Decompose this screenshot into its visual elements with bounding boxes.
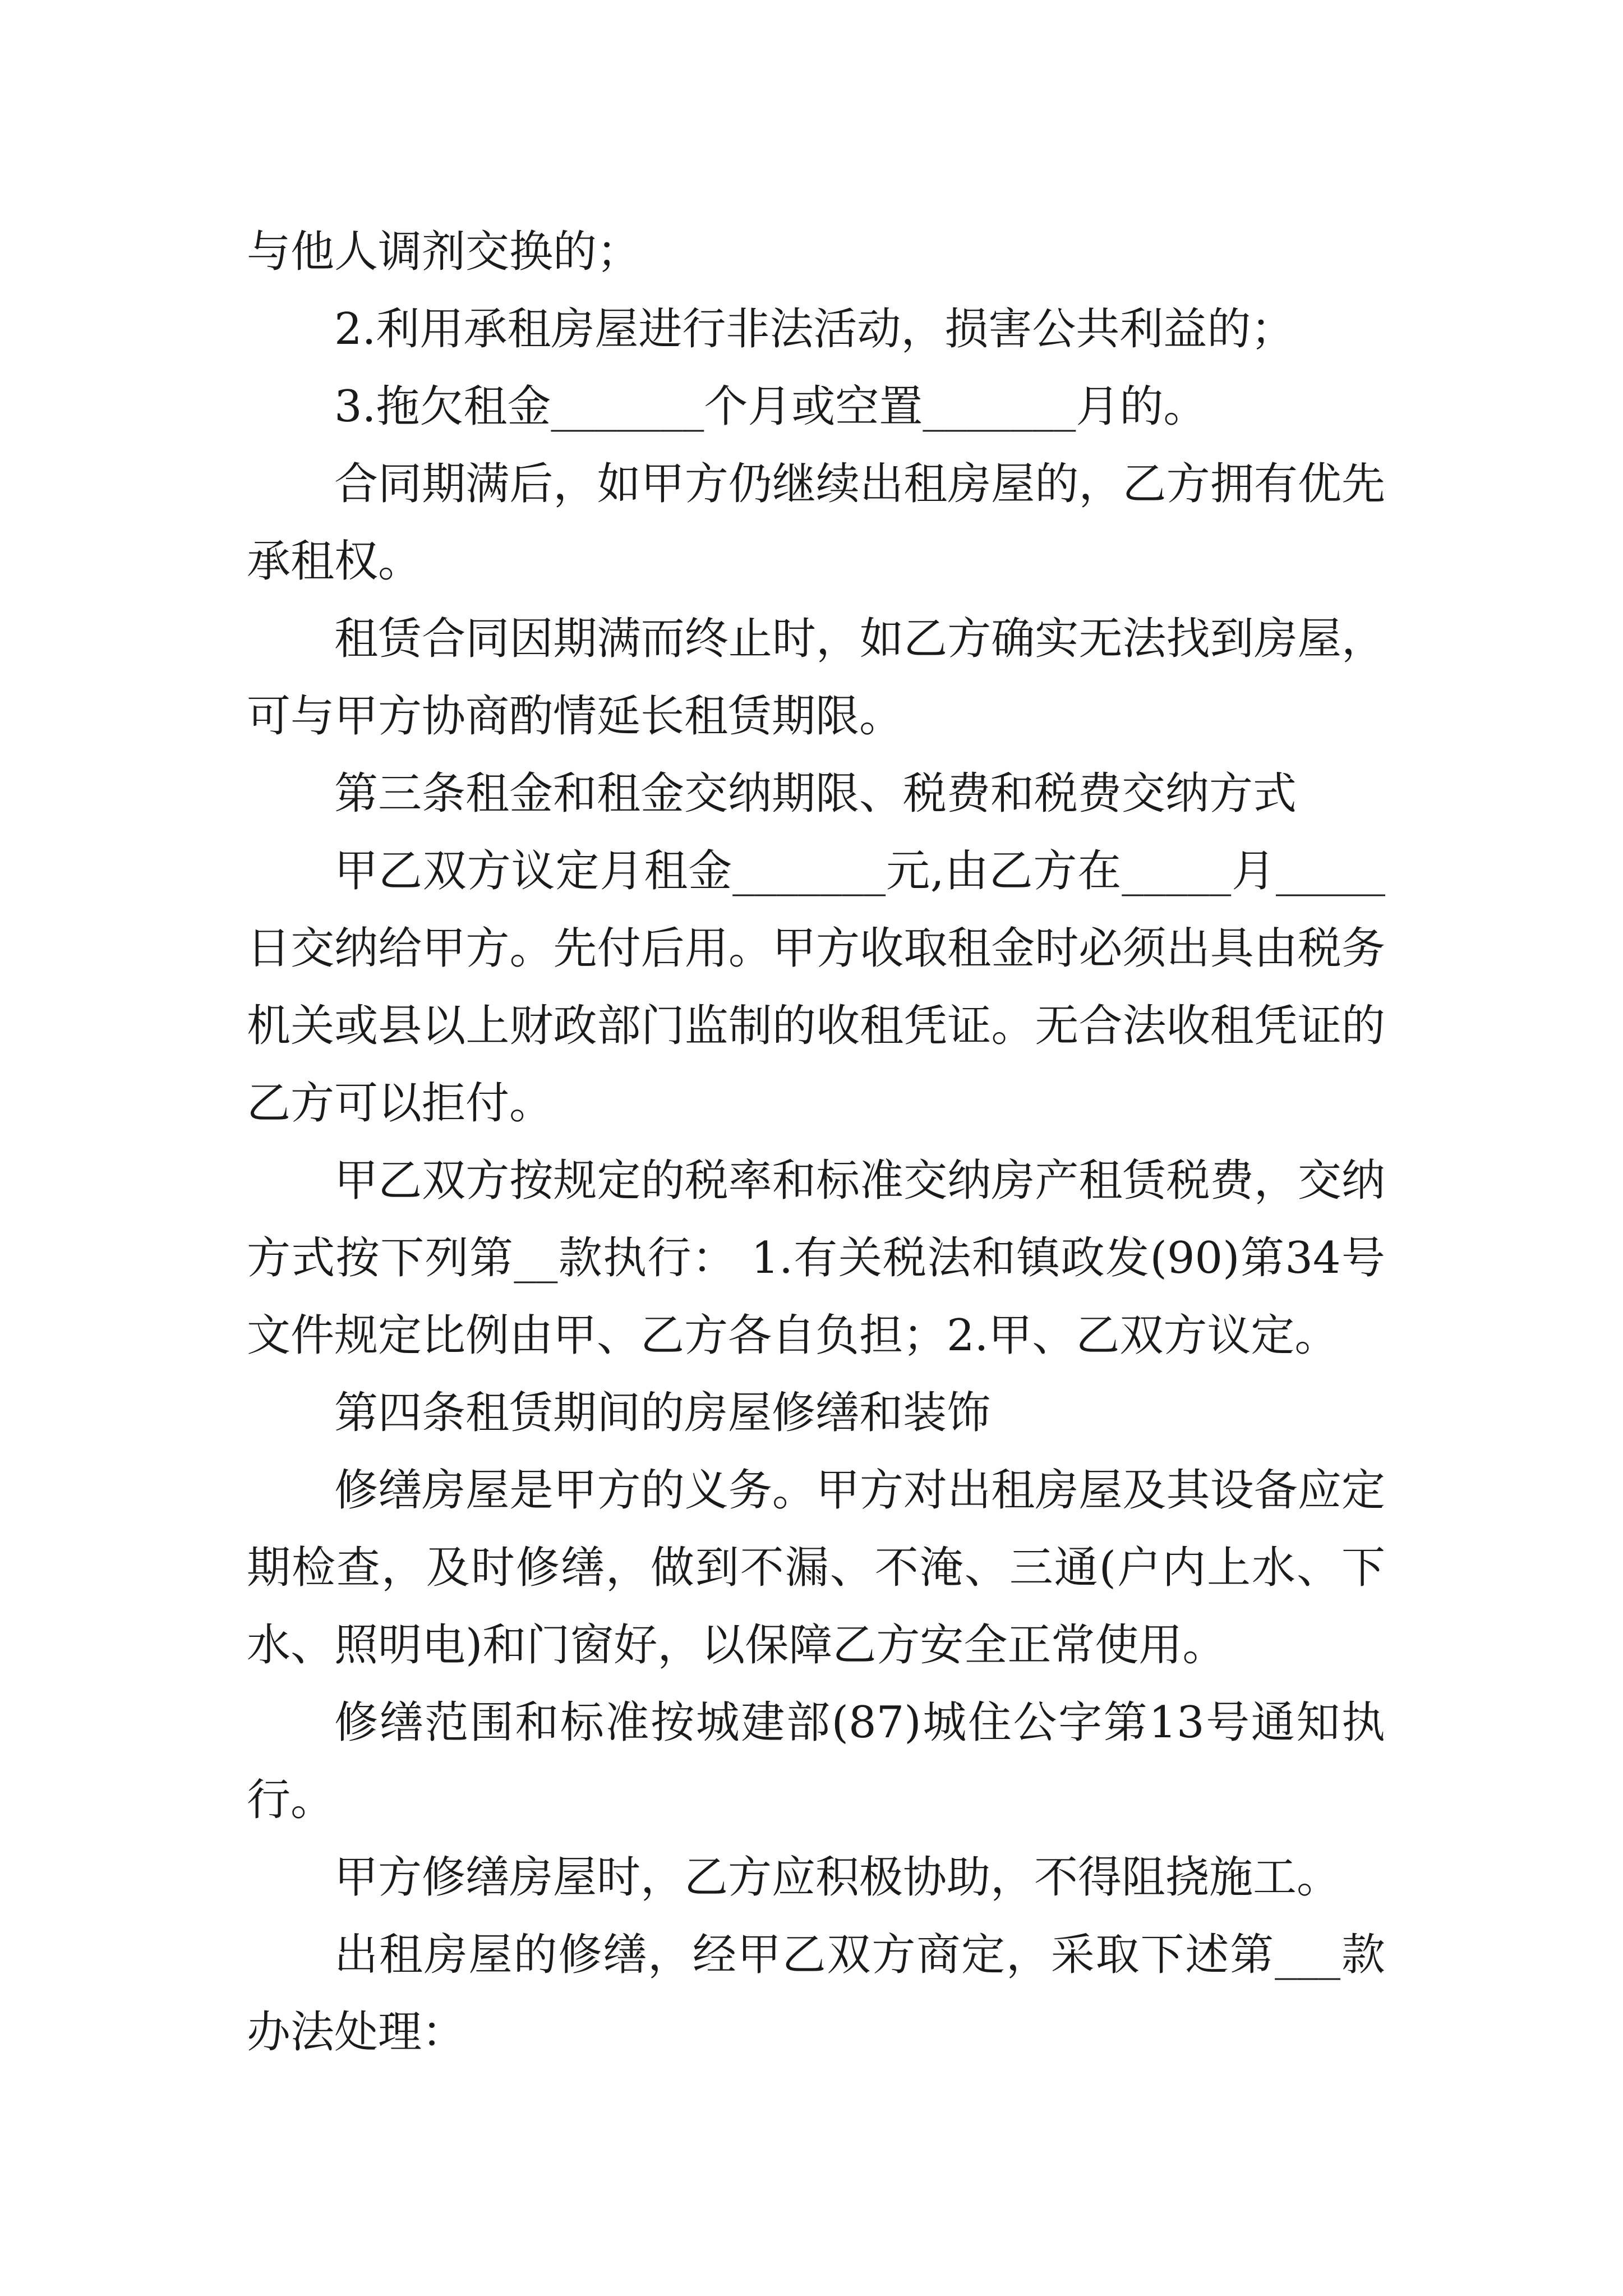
paragraph: 甲乙双方议定月租金_______元,由乙方在_____月_____日交纳给甲方。先付后用。甲方收取租金时必须出具由税务机关或县以上财政部门监制的收租凭证。无合法收租凭证的乙方可以拒付。 — [247, 846, 1385, 1129]
paragraph: 租赁合同因期满而终止时，如乙方确实无法找到房屋，可与甲方协商酌情延长租赁期限。 — [247, 614, 1385, 742]
document-body — [247, 213, 1385, 2071]
paragraph: 修缮房屋是甲方的义务。甲方对出租房屋及其设备应定期检查，及时修缮，做到不漏、不淹、三通(户内上水、下水、照明电)和门窗好，以保障乙方安全正常使用。 — [247, 1465, 1385, 1671]
paragraph: 甲方修缮房屋时，乙方应积极协助，不得阻挠施工。 — [334, 1852, 1341, 1903]
paragraph: 3.拖欠租金_______个月或空置_______月的。 — [334, 381, 1207, 432]
paragraph: 合同期满后，如甲方仍继续出租房屋的，乙方拥有优先承租权。 — [247, 459, 1385, 587]
paragraph: 出租房屋的修缮，经甲乙双方商定，采取下述第___款办法处理： — [247, 1930, 1385, 2058]
paragraph: 甲乙双方按规定的税率和标准交纳房产租赁税费，交纳方式按下列第__款执行： 1.有关税法和镇政发(90)第34号文件规定比例由甲、乙方各自负担；2.甲、乙双方议定。 — [247, 1156, 1385, 1361]
section-heading: 第三条租金和租金交纳期限、税费和税费交纳方式 — [334, 769, 1297, 819]
section-heading: 第四条租赁期间的房屋修缮和装饰 — [334, 1388, 991, 1438]
paragraph: 2.利用承租房屋进行非法活动，损害公共利益的； — [334, 304, 1295, 355]
paragraph: 修缮范围和标准按城建部(87)城住公字第13号通知执行。 — [247, 1697, 1385, 1825]
paragraph: 与他人调剂交换的； — [247, 227, 641, 277]
